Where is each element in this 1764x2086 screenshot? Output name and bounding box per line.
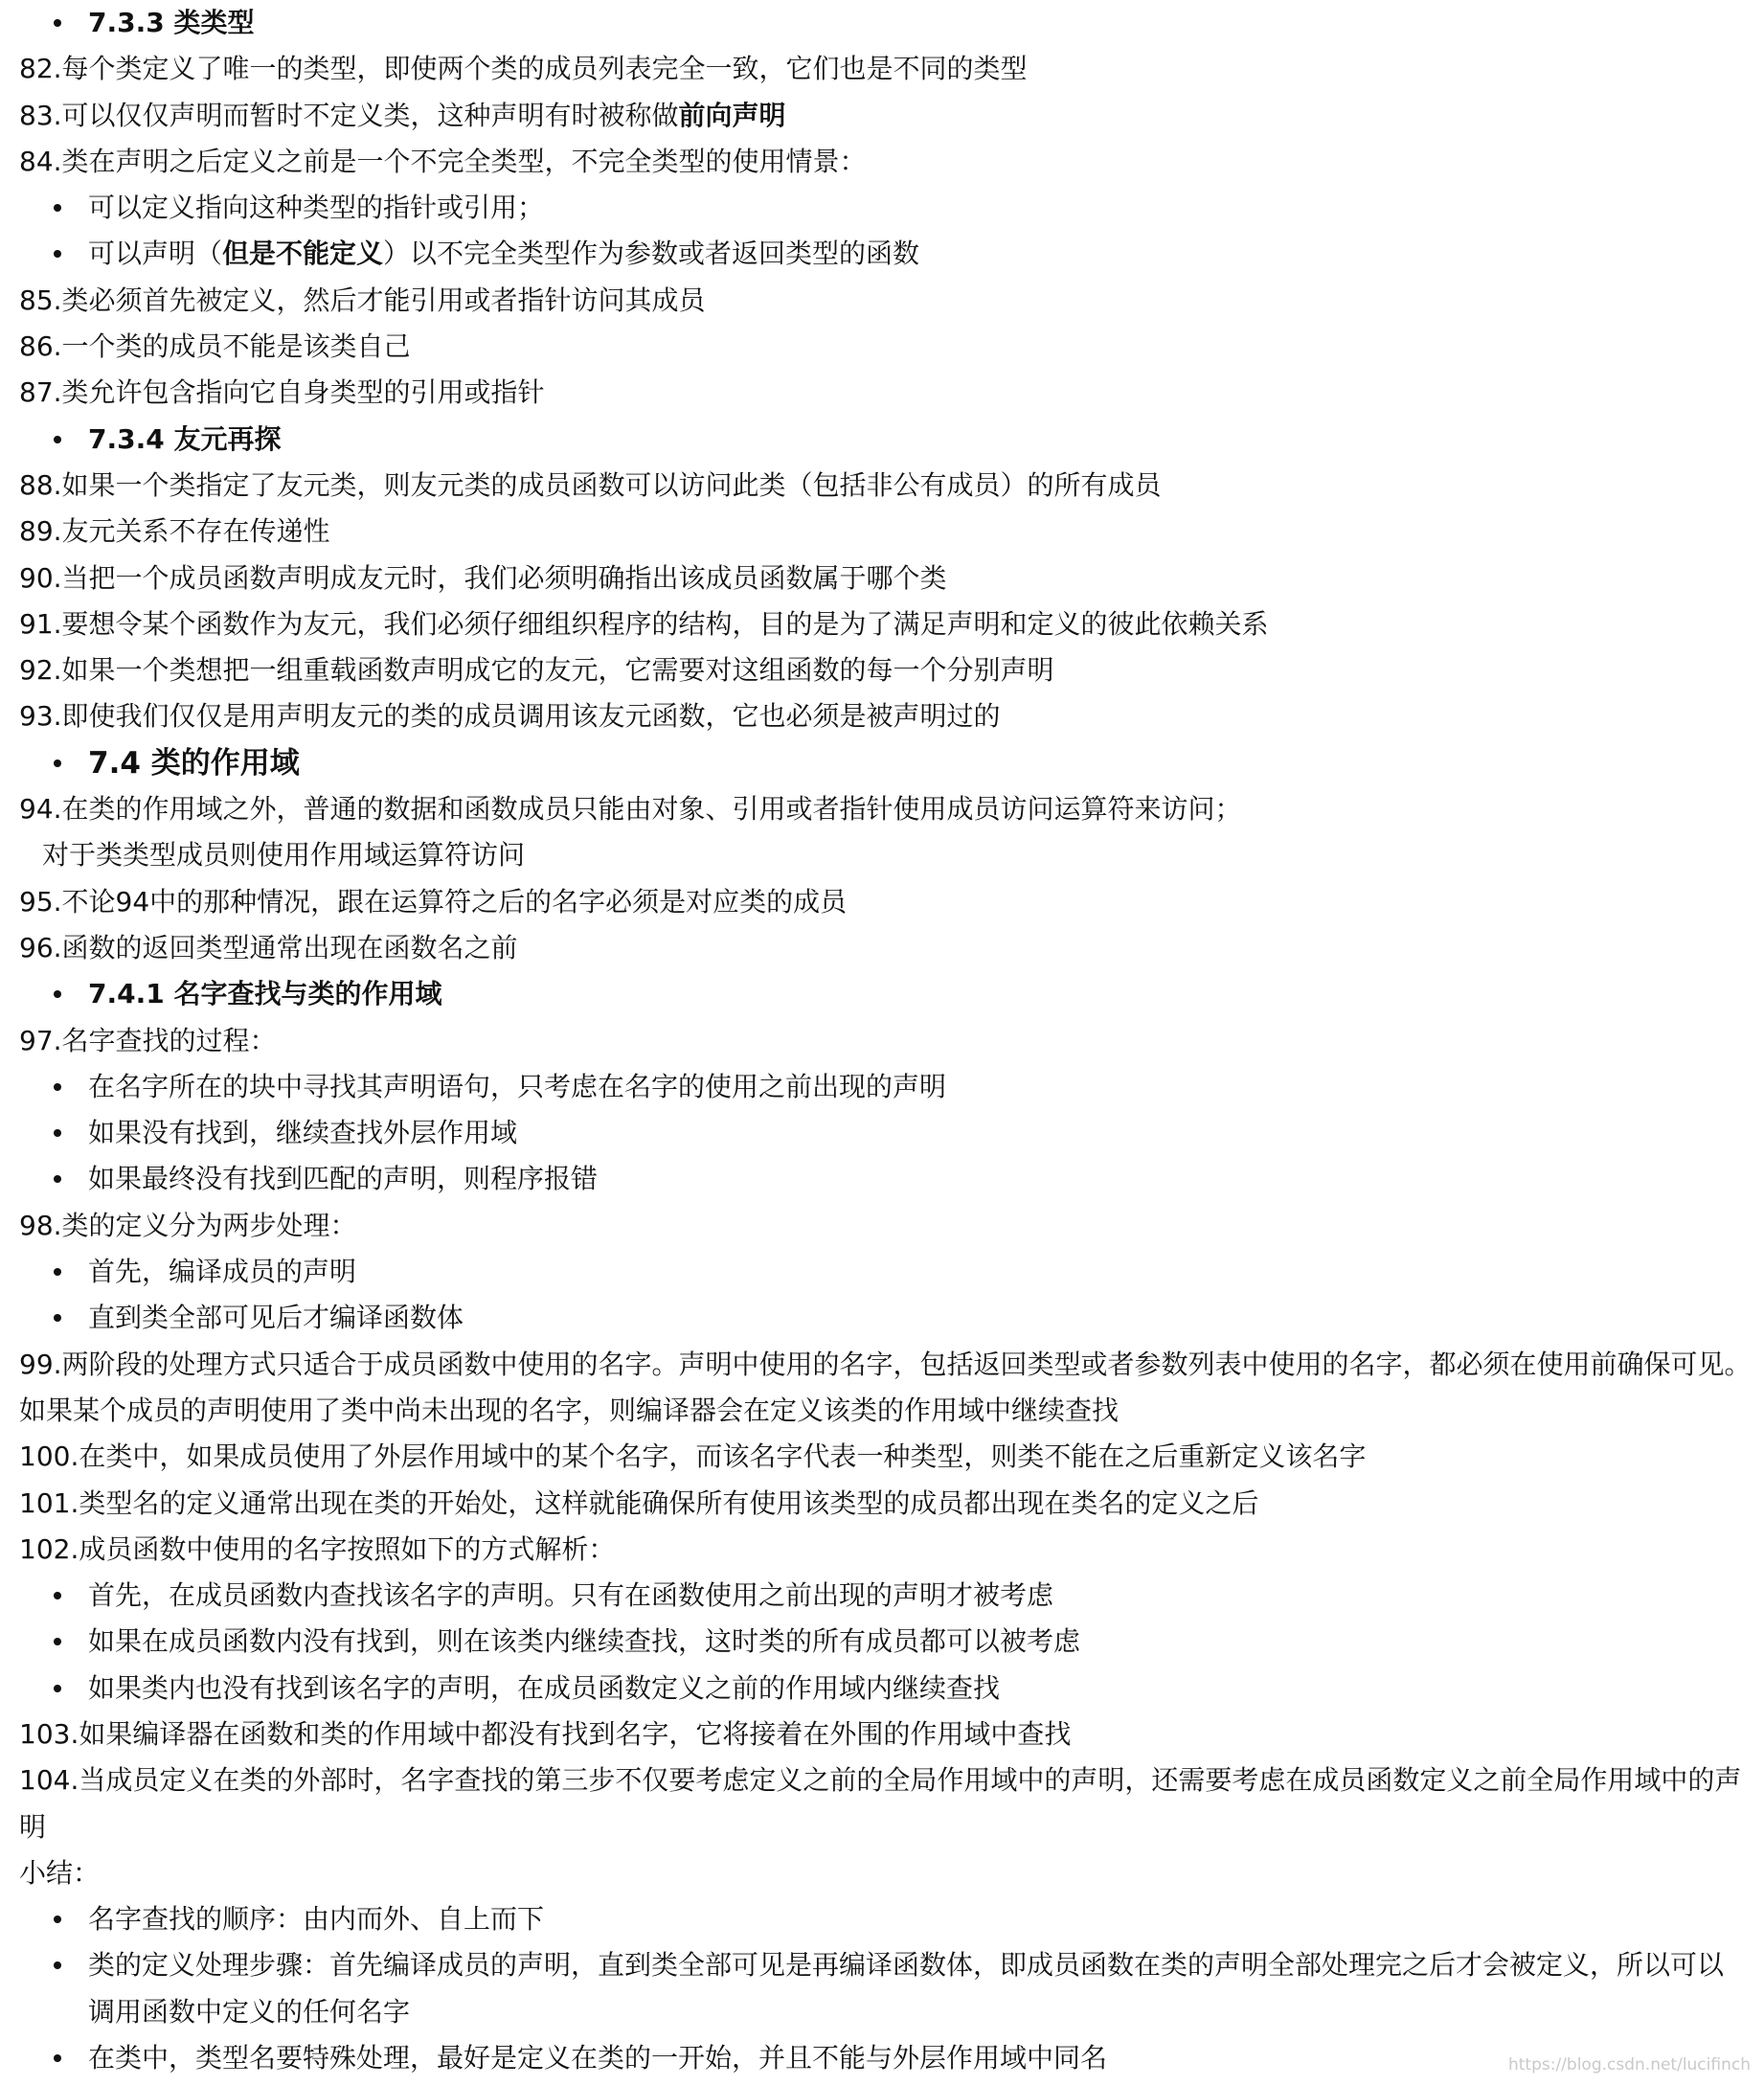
text-segment: 84.类在声明之后定义之前是一个不完全类型，不完全类型的使用情景： xyxy=(19,145,867,177)
text-segment: 直到类全部可见后才编译函数体 xyxy=(88,1302,464,1334)
text-segment: 82.每个类定义了唯一的类型，即使两个类的成员列表完全一致，它们也是不同的类型 xyxy=(19,53,1028,85)
text-segment: 93.即使我们仅仅是用声明友元的类的成员调用该友元函数，它也必须是被声明过的 xyxy=(19,700,1001,733)
text-segment: 83.可以仅仅声明而暂时不定义类，这种声明有时被称做 xyxy=(19,99,679,131)
text-segment: 首先，编译成员的声明 xyxy=(88,1256,357,1288)
text-line xyxy=(19,1342,1752,1388)
text-segment: 96.函数的返回类型通常出现在函数名之前 xyxy=(19,931,518,964)
text-line xyxy=(19,1388,1743,1434)
text-segment: 85.类必须首先被定义，然后才能引用或者指针访问其成员 xyxy=(19,283,706,316)
bullet-item xyxy=(19,1064,1743,1110)
text-line xyxy=(19,46,1743,92)
document-body xyxy=(19,0,1752,2081)
text-segment: 对于类类型成员则使用作用域运算符访问 xyxy=(42,839,526,872)
text-line xyxy=(19,1712,1743,1757)
bullet-item xyxy=(19,1110,1743,1156)
text-line xyxy=(19,93,1743,139)
text-segment: 在名字所在的块中寻找其声明语句，只考虑在名字的使用之前出现的声明 xyxy=(88,1070,947,1102)
text-segment: 可以定义指向这种类型的指针或引用； xyxy=(88,192,545,224)
section-heading xyxy=(19,740,1743,786)
text-segment: 103.如果编译器在函数和类的作用域中都没有找到名字，它将接着在外围的作用域中查找 xyxy=(19,1717,1072,1750)
text-segment: 如果最终没有找到匹配的声明，则程序报错 xyxy=(88,1163,599,1195)
text-segment: 100.在类中，如果成员使用了外层作用域中的某个名字，而该名字代表一种类型，则类不能在之后重新定义该名字 xyxy=(19,1440,1367,1473)
text-segment: 89.友元关系不存在传递性 xyxy=(19,515,330,548)
bullet-item xyxy=(19,2035,1743,2081)
text-line xyxy=(19,601,1743,647)
bold-text: 前向声明 xyxy=(678,99,786,131)
text-line xyxy=(19,925,1743,971)
text-segment: 名字查找的顺序：由内而外、自上而下 xyxy=(88,1903,545,1936)
bullet-item xyxy=(19,185,1743,231)
text-segment: 在类中，类型名要特殊处理，最好是定义在类的一开始，并且不能与外层作用域中同名 xyxy=(88,2042,1108,2075)
text-segment: 7.4 类的作用域 xyxy=(88,745,300,781)
text-segment: 97.名字查找的过程： xyxy=(19,1024,277,1056)
text-line xyxy=(19,1203,1743,1249)
bullet-item xyxy=(19,1942,1743,1988)
text-line xyxy=(19,1481,1743,1527)
text-segment: 如果没有找到，继续查找外层作用域 xyxy=(88,1117,518,1149)
text-segment: ）以不完全类型作为参数或者返回类型的函数 xyxy=(383,238,920,270)
text-segment: 99.两阶段的处理方式只适合于成员函数中使用的名字。声明中使用的名字，包括返回类型或者参数列表中使用的名字，都必须在使用前确保可见。 xyxy=(19,1348,1752,1380)
text-line xyxy=(19,278,1743,324)
text-line xyxy=(19,1527,1743,1573)
bullet-item xyxy=(19,1573,1743,1619)
text-segment: 98.类的定义分为两步处理： xyxy=(19,1209,357,1241)
text-segment: 如果在成员函数内没有找到，则在该类内继续查找，这时类的所有成员都可以被考虑 xyxy=(88,1625,1081,1658)
text-segment: 可以声明（ xyxy=(88,238,223,270)
text-segment: 7.3.3 类类型 xyxy=(88,7,255,38)
text-segment: 90.当把一个成员函数声明成友元时，我们必须明确指出该成员函数属于哪个类 xyxy=(19,561,947,594)
text-segment: 7.3.4 友元再探 xyxy=(88,422,282,455)
text-line xyxy=(19,509,1743,555)
text-segment: 102.成员函数中使用的名字按照如下的方式解析： xyxy=(19,1532,616,1565)
text-line xyxy=(19,324,1743,370)
watermark: https://blog.csdn.net/lucifinch xyxy=(1507,2055,1751,2075)
text-line xyxy=(19,879,1743,925)
text-line xyxy=(19,693,1743,739)
text-line xyxy=(19,1018,1743,1064)
text-line xyxy=(19,463,1743,509)
text-line xyxy=(19,1989,1743,2035)
text-line xyxy=(19,1434,1743,1480)
text-segment: 7.4.1 名字查找与类的作用域 xyxy=(88,978,442,1010)
bullet-item xyxy=(19,1619,1743,1665)
text-segment: 首先，在成员函数内查找该名字的声明。只有在函数使用之前出现的声明才被考虑 xyxy=(88,1579,1054,1612)
text-line xyxy=(19,1850,1743,1896)
text-segment: 94.在类的作用域之外，普通的数据和函数成员只能由对象、引用或者指针使用成员访问运算符来访问； xyxy=(19,793,1242,826)
bold-text: 但是不能定义 xyxy=(222,238,384,270)
bullet-item xyxy=(19,1896,1743,1942)
bullet-item xyxy=(19,231,1743,277)
text-line xyxy=(19,786,1743,832)
bullet-item xyxy=(19,1249,1743,1295)
text-segment: 88.如果一个类指定了友元类，则友元类的成员函数可以访问此类（包括非公有成员）的所有成员 xyxy=(19,468,1162,501)
text-line xyxy=(19,139,1743,185)
text-line xyxy=(19,1804,1743,1850)
text-segment: 小结： xyxy=(19,1856,101,1889)
text-line xyxy=(19,556,1743,601)
text-segment: 调用函数中定义的任何名字 xyxy=(88,1995,411,2028)
text-line xyxy=(19,647,1743,693)
text-segment: 92.如果一个类想把一组重载函数声明成它的友元，它需要对这组函数的每一个分别声明 xyxy=(19,654,1054,687)
section-heading xyxy=(19,971,1743,1017)
text-line xyxy=(19,832,1743,878)
bullet-item xyxy=(19,1666,1743,1712)
text-segment: 如果类内也没有找到该名字的声明，在成员函数定义之前的作用域内继续查找 xyxy=(88,1671,1001,1704)
bullet-item xyxy=(19,1156,1743,1202)
text-segment: 类的定义处理步骤：首先编译成员的声明，直到类全部可见是再编译函数体，即成员函数在类的声明全部处理完之后才会被定义，所以可以 xyxy=(88,1949,1725,1982)
text-segment: 101.类型名的定义通常出现在类的开始处，这样就能确保所有使用该类型的成员都出现在类名的定义之后 xyxy=(19,1486,1259,1519)
text-segment: 87.类允许包含指向它自身类型的引用或指针 xyxy=(19,376,545,409)
text-line xyxy=(19,370,1743,416)
text-segment: 91.要想令某个函数作为友元，我们必须仔细组织程序的结构，目的是为了满足声明和定义的彼此依赖关系 xyxy=(19,607,1269,640)
text-segment: 104.当成员定义在类的外部时，名字查找的第三步不仅要考虑定义之前的全局作用域中的声明，还需要考虑在成员函数定义之前全局作用域中的声 xyxy=(19,1764,1742,1797)
section-heading xyxy=(19,0,1743,46)
section-heading xyxy=(19,417,1743,463)
text-segment: 95.不论94中的那种情况，跟在运算符之后的名字必须是对应类的成员 xyxy=(19,885,848,918)
text-segment: 明 xyxy=(19,1810,47,1843)
bullet-item xyxy=(19,1295,1743,1341)
text-line xyxy=(19,1757,1743,1803)
text-segment: 如果某个成员的声明使用了类中尚未出现的名字，则编译器会在定义该类的作用域中继续查找 xyxy=(19,1394,1119,1426)
text-segment: 86.一个类的成员不能是该类自己 xyxy=(19,330,411,363)
